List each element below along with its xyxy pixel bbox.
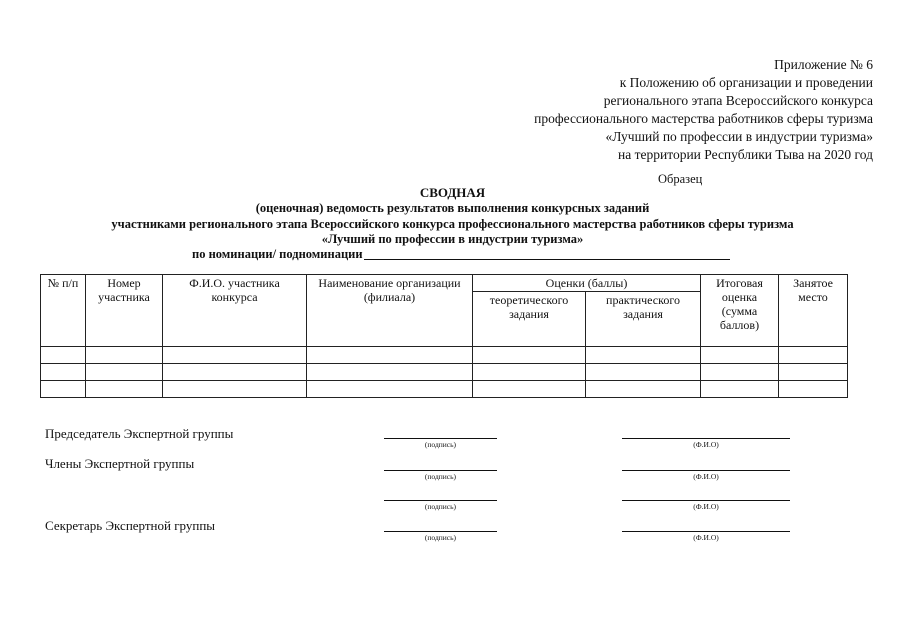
members-label: Члены Экспертной группы	[45, 456, 195, 471]
signature-caption: (подпись)	[424, 502, 457, 511]
name-caption: (Ф.И.О)	[693, 472, 719, 481]
col-header-name: Ф.И.О. участника конкурса	[163, 275, 307, 347]
col-header-theory: теоретического задания	[473, 292, 586, 347]
col-header-place: Занятое место	[779, 275, 848, 347]
results-table	[40, 274, 848, 398]
document-subtitle: «Лучший по профессии в индустрии туризма»	[321, 232, 584, 246]
document-title: СВОДНАЯ	[419, 185, 486, 200]
appendix-line: к Положению об организации и проведении	[619, 75, 873, 90]
signature-caption: (подпись)	[424, 440, 457, 449]
col-header-total: Итоговая оценка (сумма баллов)	[701, 275, 779, 347]
appendix-header	[433, 56, 873, 164]
signature-caption: (подпись)	[424, 533, 457, 542]
nomination-label: по номинации/ подноминации	[192, 247, 363, 261]
appendix-line: на территории Республики Тыва на 2020 год	[618, 147, 873, 162]
nomination-input-line[interactable]	[364, 259, 730, 260]
secretary-signature-line[interactable]	[384, 531, 497, 532]
col-header-no: № п/п	[41, 275, 86, 347]
member-signature-line[interactable]	[384, 470, 497, 471]
appendix-line: профессионального мастерства работников сферы туризма	[534, 111, 873, 126]
col-header-number: Номер участника	[86, 275, 163, 347]
chairman-label: Председатель Экспертной группы	[45, 426, 234, 441]
col-header-practice: практического задания	[586, 292, 701, 347]
name-caption: (Ф.И.О)	[693, 533, 719, 542]
document-subtitle: (оценочная) ведомость результатов выполнения конкурсных заданий	[255, 201, 650, 215]
appendix-title: Приложение № 6	[774, 57, 873, 72]
signature-caption: (подпись)	[424, 472, 457, 481]
table-row	[41, 381, 848, 398]
secretary-label: Секретарь Экспертной группы	[45, 518, 216, 533]
appendix-line: регионального этапа Всероссийского конкурса	[603, 93, 873, 108]
table-row	[41, 347, 848, 364]
col-header-scores: Оценки (баллы)	[473, 275, 701, 292]
member-name-line[interactable]	[622, 500, 790, 501]
name-caption: (Ф.И.О)	[693, 502, 719, 511]
member-name-line[interactable]	[622, 470, 790, 471]
sample-label: Образец	[658, 172, 703, 186]
document-subtitle: участниками регионального этапа Всероссийского конкурса профессионального мастерства работников сферы туризма	[111, 217, 794, 231]
chairman-signature-line[interactable]	[384, 438, 497, 439]
col-header-org: Наименование организации (филиала)	[307, 275, 473, 347]
name-caption: (Ф.И.О)	[693, 440, 719, 449]
appendix-line: «Лучший по профессии в индустрии туризма»	[605, 129, 873, 144]
secretary-name-line[interactable]	[622, 531, 790, 532]
member-signature-line[interactable]	[384, 500, 497, 501]
table-row	[41, 364, 848, 381]
chairman-name-line[interactable]	[622, 438, 790, 439]
